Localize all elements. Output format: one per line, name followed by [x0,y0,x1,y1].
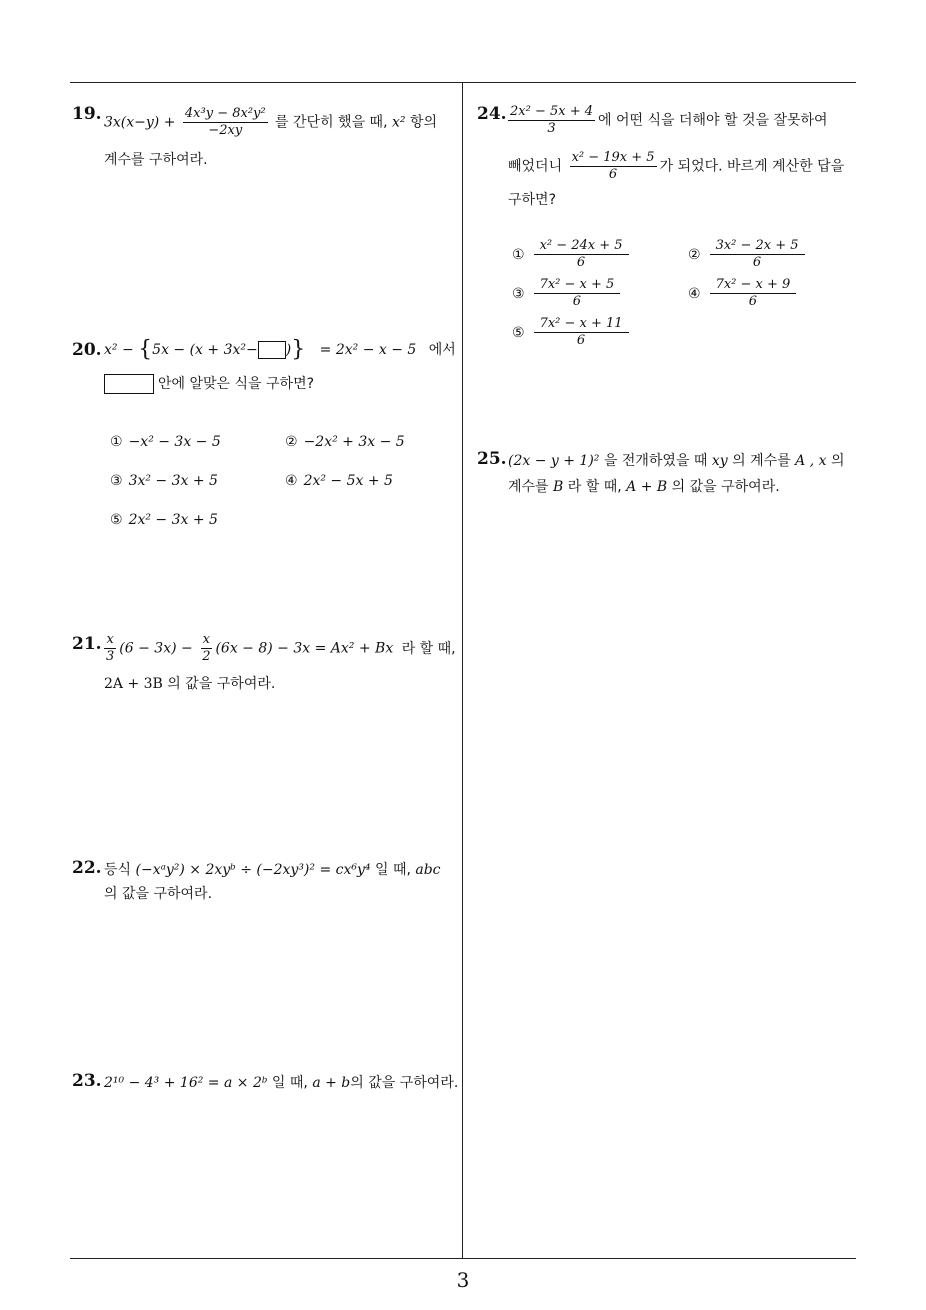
term: xy [711,453,728,469]
text: 를 간단히 했을 때, [275,114,388,131]
question-number: 22. [72,858,102,878]
expression: ) [285,342,292,358]
text: 에 어떤 식을 더해야 할 것을 잘못하여 [598,112,828,129]
expression: 5x − (x + 3x²− [152,342,258,358]
expression: (−xᵃy²) × 2xyᵇ ÷ (−2xy³)² = cx⁶y⁴ [135,862,371,878]
question-text-line3: 구하면? [508,192,557,208]
question-number: 21. [72,634,102,654]
term: A , x [795,453,827,469]
option-5[interactable]: ⑤ 2x² − 3x + 5 [110,512,218,528]
question-text-line2: 안에 알맞은 식을 구하면? [158,376,315,392]
option-3[interactable]: ③ 3x² − 3x + 5 [110,473,218,489]
expression: A + B [626,479,668,495]
expression: 2¹⁰ − 4³ + 16² = a × 2ᵇ [104,1075,268,1091]
term: B [553,479,564,495]
question-number: 25. [477,449,507,469]
option-4[interactable]: ④ $\frac{\text{7x² − x + 9}}{6}$ [688,277,799,310]
fraction: $\frac{\text{4x³y − 8x²y²}}{-2xy}$ [184,106,266,138]
page-number: 3 [456,1268,470,1292]
text: 라 할 때, [401,640,456,657]
expression: 3x(x−y) + [104,114,176,131]
fraction: $\frac{\text{x² − 19x + 5}}{6}$ [571,150,655,182]
brace-open: { [138,337,153,362]
question-text-line2: 계수를 구하여라. [104,152,208,168]
option-1[interactable]: ① −x² − 3x − 5 [110,434,221,450]
text: 의 값을 구하여라. [350,1075,459,1091]
text: 일 때, [271,1075,308,1091]
expression: (6 − 3x) − [119,640,193,657]
blank-box [104,374,154,394]
text: 을 전개하였을 때 [603,453,708,469]
text: 에서 [428,342,456,358]
text: 가 되었다. 바르게 계산한 답을 [659,158,845,175]
bottom-rule [70,1258,856,1259]
fraction: $\frac{x}{2}$ [202,632,211,664]
question-number: 20. [72,340,102,360]
text: 의 값을 구하여라. [671,479,780,495]
term: a + b [312,1075,351,1091]
brace-close: } [291,337,306,362]
question-number: 24. [477,104,507,124]
option-5[interactable]: ⑤ $\frac{\text{7x² − x + 11}}{6}$ [512,316,632,349]
expression: (2x − y + 1)² [508,453,600,469]
expression: x² − [104,342,134,358]
text: 계수를 [508,479,549,495]
option-2[interactable]: ② $\frac{\text{3x² − 2x + 5}}{6}$ [688,238,808,271]
expression: = 2x² − x − 5 [319,342,417,358]
expression: 2A + 3B [104,676,163,692]
question-number: 19. [72,104,102,124]
column-divider [462,83,463,1258]
text: 의 계수를 [732,453,791,469]
term: x² [391,114,406,131]
text: 등식 [104,862,132,878]
expression: (6x − 8) − 3x = Ax² + Bx [215,640,394,657]
fraction: $\frac{x}{3}$ [106,632,115,664]
option-3[interactable]: ③ $\frac{\text{7x² − x + 5}}{6}$ [512,277,623,310]
question-text-line2: 의 값을 구하여라. [104,886,213,902]
question-number: 23. [72,1071,102,1091]
text: 항의 [409,114,437,131]
fraction: $\frac{\text{2x² − 5x + 4}}{3}$ [510,104,594,136]
text: 빼었더니 [508,158,563,175]
text: 라 할 때, [567,479,622,495]
text: 의 [830,453,845,469]
term: abc [415,862,441,878]
text: 일 때, [374,862,411,878]
blank-box [258,341,286,359]
text: 의 값을 구하여라. [167,676,276,692]
option-4[interactable]: ④ 2x² − 5x + 5 [285,473,393,489]
top-rule [70,82,856,83]
option-1[interactable]: ① $\frac{\text{x² − 24x + 5}}{6}$ [512,238,632,271]
option-2[interactable]: ② −2x² + 3x − 5 [285,434,405,450]
